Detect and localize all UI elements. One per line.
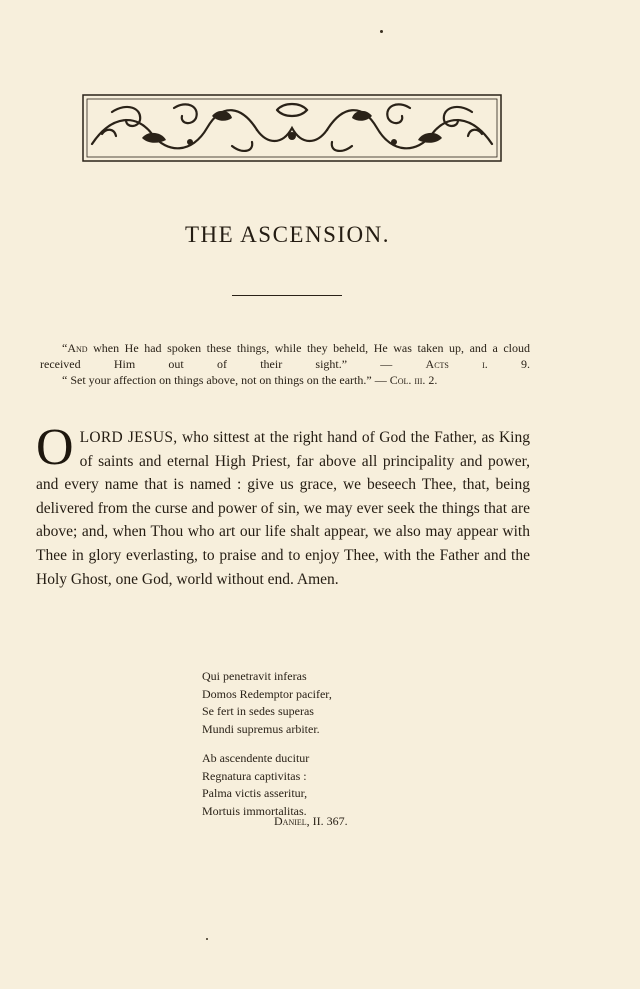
- hymn-line: Se fert in sedes superas: [202, 704, 314, 718]
- hymn-line: Mortuis immortalitas.: [202, 803, 307, 818]
- hymn-line: Regnatura captivitas :: [202, 768, 307, 783]
- prayer-body: who sittest at the right hand of God the Father, as King of saints and eternal High Priest, far above all principality and power, and every name that is named : give us grace, we beseech Thee, that, being delivered from the curse and power of sin, we may ever seek the things that are above; and, when Thou who art our life shalt appear, we also may appear with Thee in glory everlasting, to praise and to enjoy Thee, with the Father and the Holy Ghost, one God, world without end. Amen.: [36, 429, 530, 588]
- latin-hymn: [202, 668, 402, 832]
- hymn-line: Qui penetravit inferas: [202, 669, 307, 683]
- hymn-stanza-1: [202, 668, 402, 738]
- hymn-stanza-2: [202, 750, 402, 820]
- epigraph-acts-text: when He had spoken these things, while they beheld, He was taken up, and a cloud received Him out of their sight.” —: [40, 341, 530, 371]
- epigraph-col-text: “ Set your affection on things above, not on things on the earth.” —: [62, 373, 390, 387]
- hymn-line: Palma victis asseritur,: [202, 786, 308, 800]
- hymn-source: Daniel, II. 367.: [274, 814, 348, 828]
- page-title: THE ASCENSION.: [184, 222, 390, 247]
- epigraph: [40, 340, 530, 388]
- floral-ornament-icon: [82, 94, 502, 162]
- hymn-line: Domos Redemptor pacifer,: [202, 686, 332, 701]
- prayer-lead: LORD JESUS,: [79, 429, 178, 446]
- page-speck: [206, 938, 208, 940]
- prayer-text: [36, 419, 530, 591]
- page-speck: [380, 30, 383, 33]
- hymn-line: Ab ascendente ducitur: [202, 751, 310, 765]
- epigraph-lead-word: And: [67, 341, 88, 355]
- epigraph-col: [40, 372, 530, 388]
- epigraph-col-ref: Col. iii. 2.: [389, 373, 438, 387]
- title-divider: [232, 295, 342, 296]
- drop-cap: O: [36, 419, 74, 476]
- epigraph-acts-ref: Acts i. 9.: [425, 357, 531, 371]
- hymn-line: Mundi supremus arbiter.: [202, 721, 320, 736]
- epigraph-acts: “And when He had spoken these things, while they beheld, He was taken up, and a cloud received Him out of their sight.” — Acts i. 9.: [40, 341, 531, 371]
